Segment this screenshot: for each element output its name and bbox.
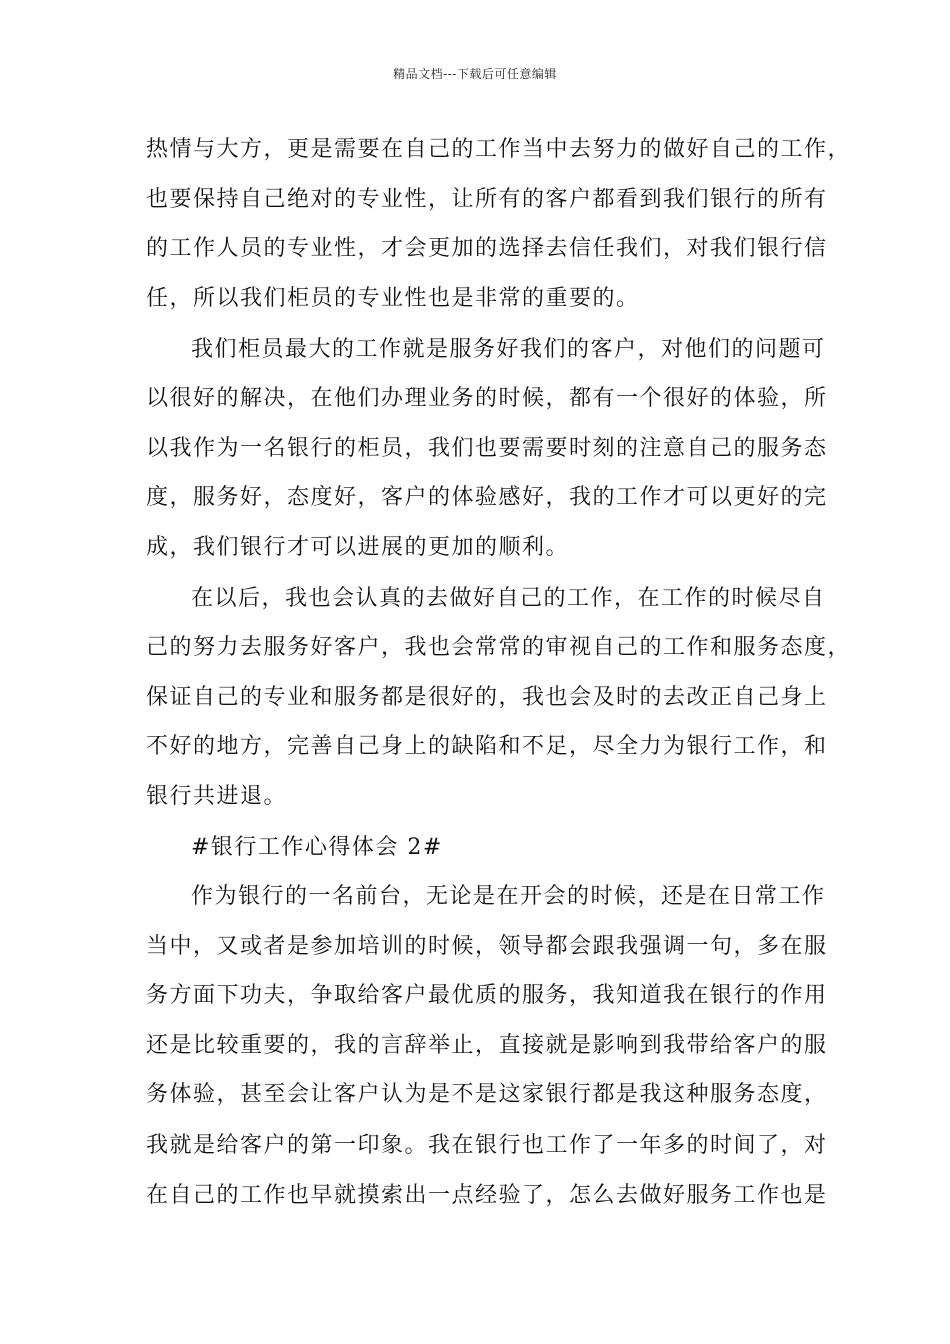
page-header: 精品文档---下载后可任意编辑 bbox=[393, 67, 557, 81]
paragraph-line: 务方面下功夫，争取给客户最优质的服务，我知道我在银行的作用 bbox=[146, 983, 828, 1008]
paragraph-line: 以我作为一名银行的柜员，我们也要需要时刻的注意自己的服务态 bbox=[146, 436, 828, 461]
section-heading: #银行工作心得体会 2# bbox=[191, 835, 443, 860]
paragraph-line: 任，所以我们柜员的专业性也是非常的重要的。 bbox=[146, 286, 640, 311]
paragraph-line: 热情与大方，更是需要在自己的工作当中去努力的做好自己的工作， bbox=[146, 137, 852, 162]
paragraph-line: 不好的地方，完善自己身上的缺陷和不足，尽全力为银行工作，和 bbox=[146, 734, 828, 759]
paragraph-line: 的工作人员的专业性，才会更加的选择去信任我们，对我们银行信 bbox=[146, 236, 828, 261]
paragraph-line: 还是比较重要的，我的言辞举止，直接就是影响到我带给客户的服 bbox=[146, 1033, 828, 1058]
paragraph-line: 度，服务好，态度好，客户的体验感好，我的工作才可以更好的完 bbox=[146, 485, 828, 510]
paragraph-line: 在以后，我也会认真的去做好自己的工作，在工作的时候尽自 bbox=[191, 586, 826, 611]
paragraph-line: 在自己的工作也早就摸索出一点经验了，怎么去做好服务工作也是 bbox=[146, 1183, 828, 1208]
paragraph-line: 成，我们银行才可以进展的更加的顺利。 bbox=[146, 535, 570, 560]
paragraph-line: 己的努力去服务好客户，我也会常常的审视自己的工作和服务态度， bbox=[146, 635, 852, 660]
paragraph-line: 务体验，甚至会让客户认为是不是这家银行都是我这种服务态度， bbox=[146, 1082, 828, 1107]
paragraph-line: 作为银行的一名前台，无论是在开会的时候，还是在日常工作 bbox=[191, 884, 826, 909]
paragraph-line: 当中，又或者是参加培训的时候，领导都会跟我强调一句，多在服 bbox=[146, 934, 828, 959]
paragraph-line: 我们柜员最大的工作就是服务好我们的客户，对他们的问题可 bbox=[191, 337, 826, 362]
paragraph-line: 银行共进退。 bbox=[146, 784, 288, 809]
paragraph-line: 我就是给客户的第一印象。我在银行也工作了一年多的时间了，对 bbox=[146, 1133, 828, 1158]
paragraph-line: 保证自己的专业和服务都是很好的，我也会及时的去改正自己身上 bbox=[146, 685, 828, 710]
paragraph-line: 以很好的解决，在他们办理业务的时候，都有一个很好的体验，所 bbox=[146, 386, 828, 411]
paragraph-line: 也要保持自己绝对的专业性，让所有的客户都看到我们银行的所有 bbox=[146, 187, 828, 212]
